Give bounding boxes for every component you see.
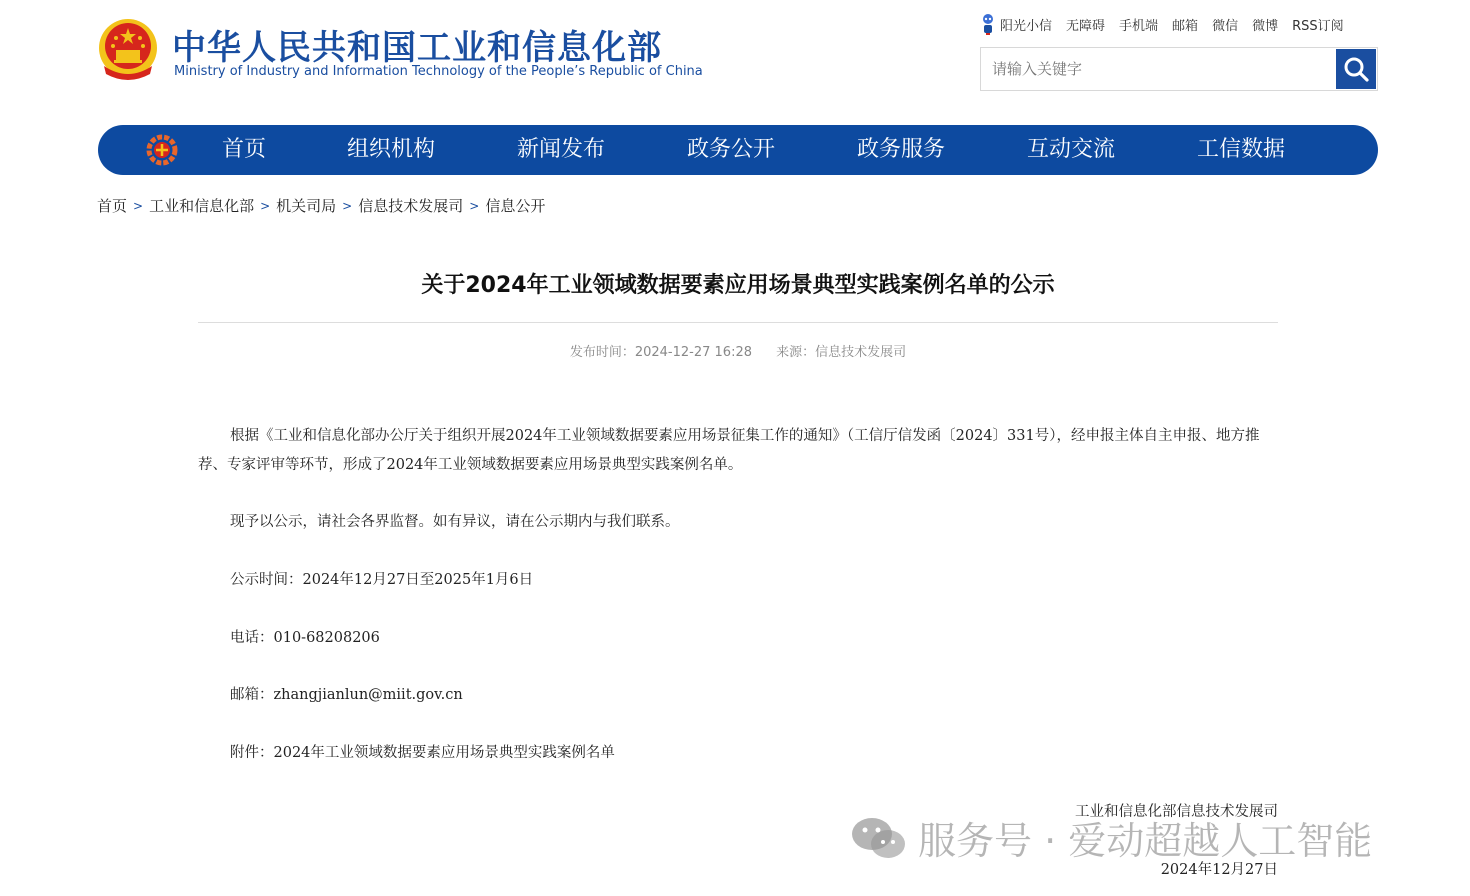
nav-item-gov-affairs[interactable]: 政务公开 (687, 137, 776, 162)
nav-item-data[interactable]: 工信数据 (1197, 137, 1286, 162)
watermark-text: 服务号 · 爱动超越人工智能 (918, 819, 1373, 863)
nav-item-interaction[interactable]: 互动交流 (1027, 137, 1116, 162)
top-links (980, 13, 1344, 35)
breadcrumb (97, 195, 545, 216)
national-emblem-icon (96, 16, 160, 84)
breadcrumb-separator: > (469, 198, 480, 213)
article-paragraph: 邮箱：zhangjianlun@miit.gov.cn (230, 687, 463, 703)
top-link-mail[interactable]: 邮箱 (1172, 18, 1199, 34)
breadcrumb-home[interactable]: 首页 (97, 197, 128, 215)
signature-org: 工业和信息化部信息技术发展司 (1075, 804, 1278, 820)
breadcrumb-ministry[interactable]: 工业和信息化部 (149, 197, 255, 215)
top-link-accessibility[interactable]: 无障碍 (1066, 18, 1106, 34)
breadcrumb-info-disclosure[interactable]: 信息公开 (485, 197, 546, 215)
article-paragraph: 根据《工业和信息化部办公厅关于组织开展2024年工业领域数据要素应用场景征集工作的通知》（工信厅信发函〔2024〕331号），经申报主体自主申报、地方推荐、专家评审等环节，形成了2024年工业领域数据要素应用场景典型实践案例名单。 (198, 428, 1260, 473)
article-paragraph: 现予以公示，请社会各界监督。如有异议，请在公示期内与我们联系。 (230, 514, 680, 530)
nav-item-organization[interactable]: 组织机构 (347, 137, 436, 162)
search-box (980, 47, 1378, 91)
top-link-label: 阳光小信 (1000, 18, 1053, 34)
nav-item-home[interactable]: 首页 (222, 137, 267, 162)
article-attachment[interactable]: 附件：2024年工业领域数据要素应用场景典型实践案例名单 (230, 745, 615, 761)
article-source: 来源：信息技术发展司 (776, 345, 907, 360)
site-header (0, 0, 1470, 120)
top-link-weibo[interactable]: 微博 (1252, 18, 1279, 34)
signature-date: 2024年12月27日 (1160, 862, 1278, 878)
main-nav (98, 125, 1378, 175)
miit-logo-icon (146, 134, 178, 166)
top-link-mobile[interactable]: 手机端 (1119, 18, 1159, 34)
breadcrumb-separator: > (260, 198, 271, 213)
top-link-rss[interactable]: RSS订阅 (1292, 18, 1344, 34)
search-input[interactable] (982, 49, 1336, 89)
search-button[interactable] (1336, 49, 1376, 89)
top-link-sunshine[interactable] (980, 13, 1052, 35)
breadcrumb-separator: > (342, 198, 353, 213)
publish-time: 发布时间：2024-12-27 16:28 (569, 345, 752, 360)
nav-item-news[interactable]: 新闻发布 (517, 137, 606, 162)
article-paragraph: 电话：010-68208206 (230, 630, 380, 646)
title-divider (198, 322, 1278, 323)
breadcrumb-it-department[interactable]: 信息技术发展司 (358, 197, 464, 215)
breadcrumb-departments[interactable]: 机关司局 (276, 197, 337, 215)
search-icon (1343, 56, 1369, 82)
site-title[interactable]: 中华人民共和国工业和信息化部 (172, 28, 662, 68)
site-subtitle: Ministry of Industry and Information Technology of the People’s Republic of China (174, 64, 703, 79)
article-title: 关于2024年工业领域数据要素应用场景典型实践案例名单的公示 (421, 273, 1055, 298)
robot-icon (980, 13, 996, 35)
article-paragraph: 公示时间：2024年12月27日至2025年1月6日 (230, 572, 534, 588)
nav-item-gov-services[interactable]: 政务服务 (857, 137, 946, 162)
top-link-wechat[interactable]: 微信 (1212, 18, 1239, 34)
breadcrumb-separator: > (133, 198, 144, 213)
article-meta (198, 341, 1278, 360)
